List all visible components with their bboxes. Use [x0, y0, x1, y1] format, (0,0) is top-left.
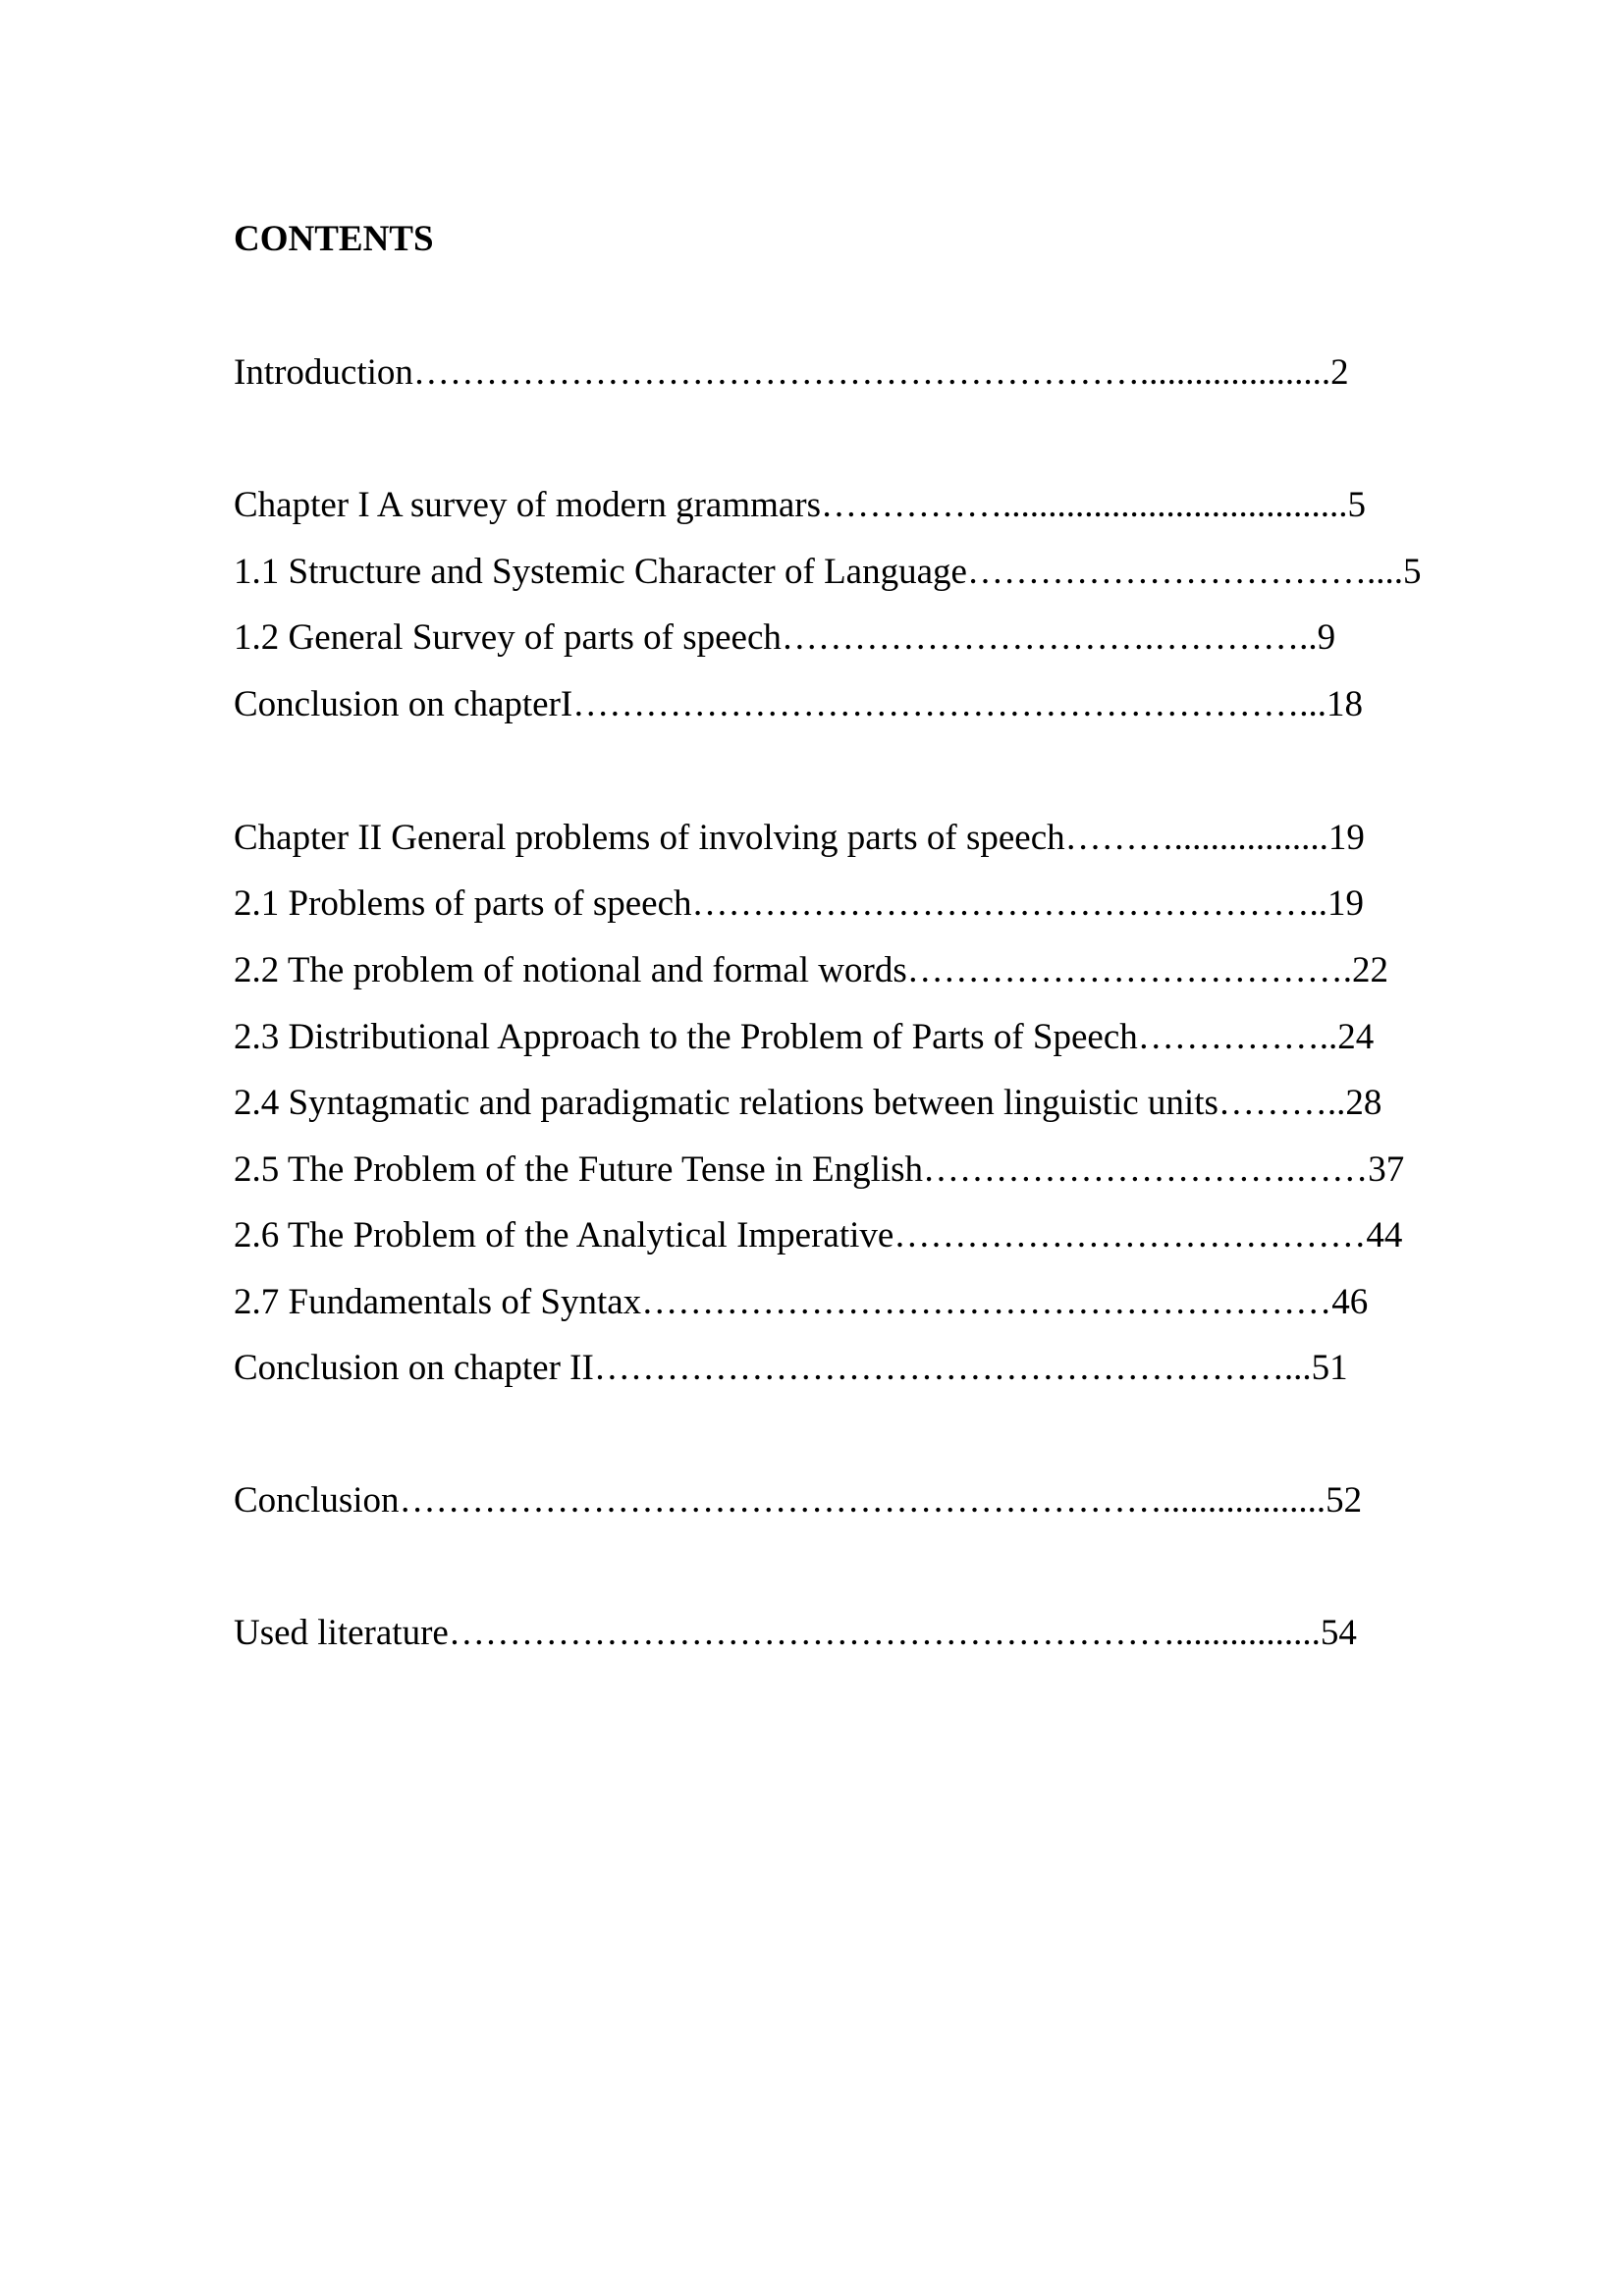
toc-page-number: 24: [1337, 1017, 1375, 1057]
toc-leader-dots: ………………………………………………………..................: [399, 1480, 1326, 1521]
toc-entry-introduction: [234, 351, 1349, 395]
toc-leader-dots: ……………………………………………………...: [572, 684, 1326, 724]
toc-entry-2-4: [234, 1082, 1381, 1125]
toc-leader-dots: ……………………………………………………................: [448, 1613, 1321, 1653]
toc-page-number: 52: [1326, 1480, 1363, 1521]
toc-entry-2-6: [234, 1214, 1402, 1257]
toc-entry-1-1: [234, 551, 1421, 594]
toc-leader-dots: ……………..: [1137, 1017, 1338, 1057]
toc-leader-dots: ………………………….……: [923, 1149, 1369, 1190]
toc-page-number: 22: [1351, 950, 1388, 990]
toc-page-number: 19: [1327, 818, 1365, 858]
toc-entry-label: Conclusion on chapterI: [234, 684, 573, 724]
toc-entry-label: Introduction: [234, 352, 413, 393]
toc-entry-label: 2.5 The Problem of the Future Tense in English: [234, 1149, 924, 1190]
toc-entry-label: Used literature: [234, 1613, 449, 1653]
toc-entry-label: 2.3 Distributional Approach to the Problem of Parts of Speech: [234, 1017, 1138, 1057]
toc-page-number: 44: [1366, 1215, 1403, 1255]
toc-entry-2-2: [234, 949, 1388, 992]
toc-entry-label: 1.1 Structure and Systemic Character of Language: [234, 552, 967, 592]
toc-page-number: 5: [1402, 552, 1422, 592]
toc-page-number: 28: [1345, 1083, 1382, 1123]
toc-leader-dots: …………………………………………………: [641, 1282, 1332, 1322]
toc-entry-1-2: [234, 616, 1335, 660]
toc-entry-label: Conclusion: [234, 1480, 400, 1521]
toc-page-number: 46: [1331, 1282, 1369, 1322]
toc-entry-label: 2.1 Problems of parts of speech: [234, 883, 692, 924]
toc-leader-dots: ……………......................................: [821, 485, 1348, 525]
toc-leader-dots: ……………………………………………..: [691, 883, 1328, 924]
toc-entry-2-3: [234, 1016, 1374, 1059]
toc-page-number: 51: [1311, 1348, 1348, 1388]
toc-page-number: 9: [1317, 617, 1336, 658]
toc-leader-dots: …………………………………………………….....................: [412, 352, 1331, 393]
toc-leader-dots: ……………………………....: [966, 552, 1403, 592]
toc-entry-chapter-2: [234, 817, 1365, 860]
page-title: CONTENTS: [234, 219, 434, 259]
toc-leader-dots: ……………………………….: [906, 950, 1352, 990]
toc-page-number: 37: [1368, 1149, 1405, 1190]
toc-page-number: 2: [1330, 352, 1349, 393]
toc-entry-label: Chapter II General problems of involving parts of speech: [234, 818, 1065, 858]
toc-entry-conclusion: [234, 1479, 1362, 1522]
toc-entry-2-1: [234, 882, 1364, 926]
toc-page-number: 5: [1347, 485, 1367, 525]
toc-entry-label: 2.7 Fundamentals of Syntax: [234, 1282, 642, 1322]
toc-entry-label: 2.4 Syntagmatic and paradigmatic relations between linguistic units: [234, 1083, 1218, 1123]
toc-leader-dots: ………..: [1218, 1083, 1346, 1123]
toc-leader-dots: …………………………………………………...: [593, 1348, 1312, 1388]
toc-entry-label: Chapter I A survey of modern grammars: [234, 485, 822, 525]
toc-leader-dots: ………………………….…………..: [781, 617, 1318, 658]
toc-entry-conclusion-chapter-1: [234, 683, 1363, 726]
toc-page-number: 18: [1326, 684, 1363, 724]
toc-entry-label: Conclusion on chapter II: [234, 1348, 594, 1388]
toc-entry-conclusion-chapter-2: [234, 1347, 1348, 1390]
toc-entry-chapter-1: [234, 484, 1366, 527]
toc-entry-label: 2.2 The problem of notional and formal words: [234, 950, 907, 990]
toc-leader-dots: ……….................: [1064, 818, 1328, 858]
toc-page-number: 19: [1327, 883, 1365, 924]
toc-entry-label: 1.2 General Survey of parts of speech: [234, 617, 782, 658]
toc-entry-2-7: [234, 1281, 1368, 1324]
toc-entry-label: 2.6 The Problem of the Analytical Imperative: [234, 1215, 894, 1255]
toc-entry-2-5: [234, 1148, 1404, 1192]
toc-page-number: 54: [1320, 1613, 1357, 1653]
toc-leader-dots: …………………………………: [893, 1215, 1367, 1255]
toc-entry-used-literature: [234, 1612, 1357, 1655]
